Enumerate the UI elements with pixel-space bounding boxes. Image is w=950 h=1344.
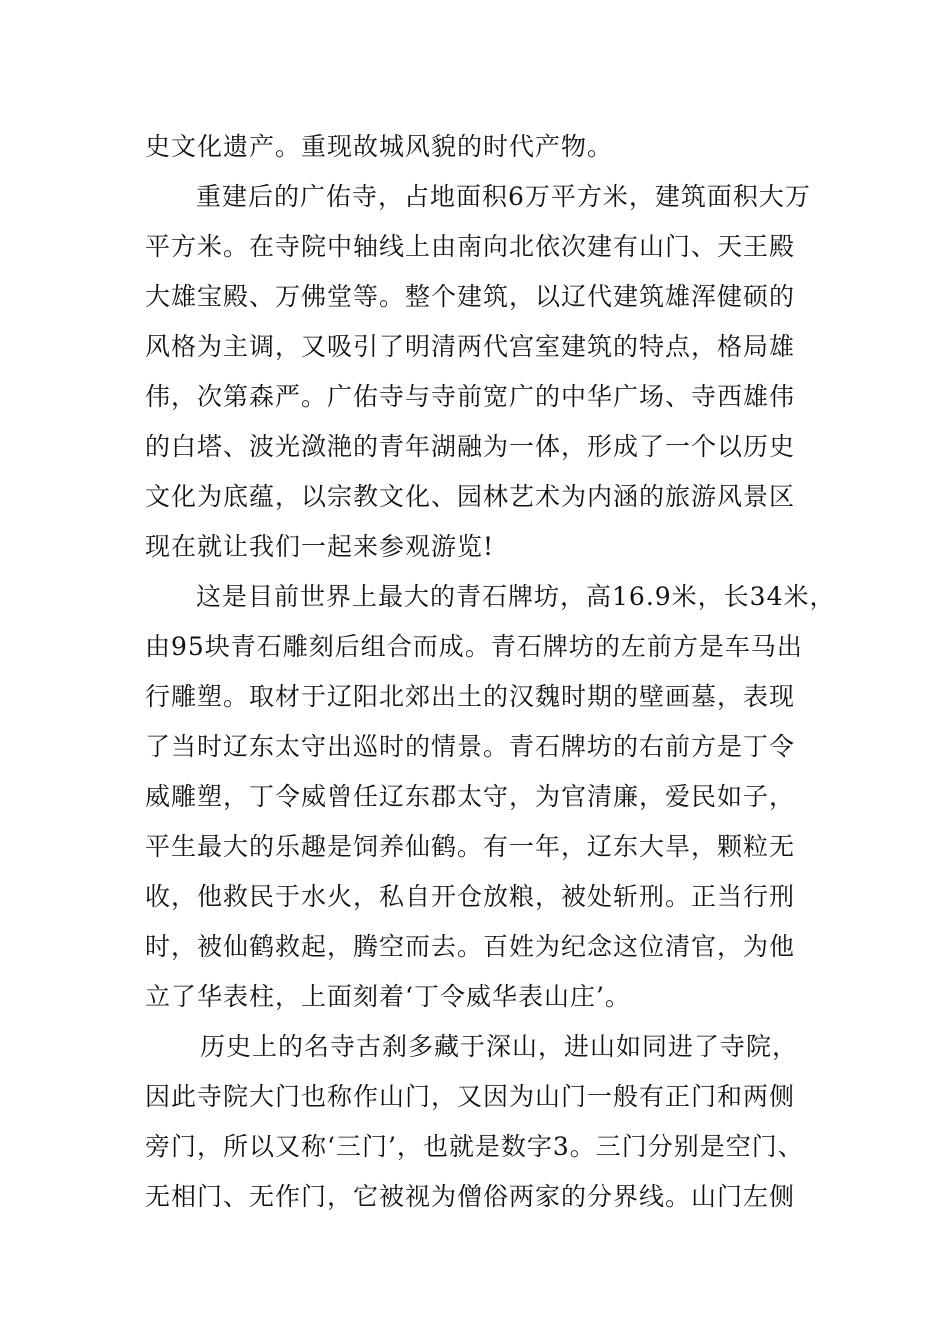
text-line: 风格为主调，又吸引了明清两代宫室建筑的特点，格局雄 (145, 332, 796, 361)
text-line: 因此寺院大门也称作山门，又因为山门一般有正门和两侧 (145, 1082, 796, 1111)
text-line: 史文化遗产。重现故城风貌的时代产物。 (145, 132, 614, 161)
text-line: 立了华表柱，上面刻着‘丁令威华表山庄’。 (145, 982, 631, 1011)
text-line: 平生最大的乐趣是饲养仙鹤。有一年，辽东大旱，颗粒无 (145, 832, 796, 861)
text-line: 重建后的广佑寺，占地面积6万平方米，建筑面积大万 (196, 182, 811, 211)
text-line: 了当时辽东太守出巡时的情景。青石牌坊的右前方是丁令 (145, 732, 796, 761)
text-line: 威雕塑，丁令威曾任辽东郡太守，为官清廉，爱民如子， (145, 782, 796, 811)
text-line: 伟，次第森严。广佑寺与寺前宽广的中华广场、寺西雄伟 (145, 382, 796, 411)
text-line: 历史上的名寺古刹多藏于深山，进山如同进了寺院， (200, 1032, 799, 1061)
text-line: 的白塔、波光潋滟的青年湖融为一体，形成了一个以历史 (145, 432, 796, 461)
text-line: 旁门，所以又称‘三门’，也就是数字3。三门分别是空门、 (145, 1132, 804, 1161)
text-line: 大雄宝殿、万佛堂等。整个建筑，以辽代建筑雄浑健硕的 (145, 282, 796, 311)
text-line: 文化为底蕴，以宗教文化、园林艺术为内涵的旅游风景区 (145, 482, 796, 511)
text-line: 平方米。在寺院中轴线上由南向北依次建有山门、天王殿 (145, 232, 796, 261)
text-line: 由95块青石雕刻后组合而成。青石牌坊的左前方是车马出 (145, 632, 803, 661)
text-line: 无相门、无作门，它被视为僧俗两家的分界线。山门左侧 (145, 1182, 796, 1211)
text-line: 现在就让我们一起来参观游览! (145, 532, 495, 561)
text-line: 时，被仙鹤救起，腾空而去。百姓为纪念这位清官，为他 (145, 932, 796, 961)
text-line: 行雕塑。取材于辽阳北郊出土的汉魏时期的壁画墓，表现 (145, 682, 796, 711)
text-line: 这是目前世界上最大的青石牌坊，高16.9米，长34米， (196, 582, 836, 611)
text-line: 收，他救民于水火，私自开仓放粮，被处斩刑。正当行刑 (145, 882, 796, 911)
